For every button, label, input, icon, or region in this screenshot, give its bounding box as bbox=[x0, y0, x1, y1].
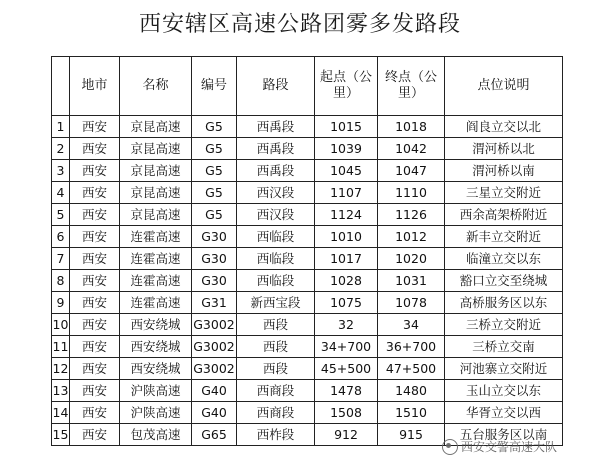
cell-name: 京昆高速 bbox=[120, 116, 192, 138]
cell-no: 1 bbox=[52, 116, 70, 138]
header-end bbox=[378, 57, 445, 116]
cell-city: 西安 bbox=[70, 204, 120, 226]
table-row bbox=[52, 402, 563, 424]
cell-start: 1124 bbox=[315, 204, 378, 226]
cell-desc: 新丰立交附近 bbox=[445, 226, 563, 248]
table-row bbox=[52, 336, 563, 358]
cell-desc: 渭河桥以南 bbox=[445, 160, 563, 182]
cell-desc: 五台服务区以南 bbox=[445, 424, 563, 446]
cell-city: 西安 bbox=[70, 116, 120, 138]
cell-start: 1075 bbox=[315, 292, 378, 314]
cell-name: 沪陕高速 bbox=[120, 380, 192, 402]
cell-no: 15 bbox=[52, 424, 70, 446]
cell-city: 西安 bbox=[70, 380, 120, 402]
cell-no: 10 bbox=[52, 314, 70, 336]
cell-desc: 高桥服务区以东 bbox=[445, 292, 563, 314]
cell-desc: 阎良立交以北 bbox=[445, 116, 563, 138]
cell-segment: 西禹段 bbox=[237, 138, 315, 160]
cell-name: 包茂高速 bbox=[120, 424, 192, 446]
cell-name: 西安绕城 bbox=[120, 336, 192, 358]
header-end-label: 终点（公里） bbox=[384, 70, 437, 101]
cell-end: 1042 bbox=[378, 138, 445, 160]
cell-city: 西安 bbox=[70, 270, 120, 292]
cell-segment: 西段 bbox=[237, 336, 315, 358]
cell-city: 西安 bbox=[70, 160, 120, 182]
fog-segments-table bbox=[51, 56, 563, 446]
cell-name: 连霍高速 bbox=[120, 248, 192, 270]
cell-end: 1012 bbox=[378, 226, 445, 248]
cell-name: 连霍高速 bbox=[120, 270, 192, 292]
cell-city: 西安 bbox=[70, 424, 120, 446]
cell-end: 1126 bbox=[378, 204, 445, 226]
table-row bbox=[52, 138, 563, 160]
cell-name: 西安绕城 bbox=[120, 314, 192, 336]
cell-no: 8 bbox=[52, 270, 70, 292]
table-row bbox=[52, 358, 563, 380]
cell-no: 3 bbox=[52, 160, 70, 182]
table-row bbox=[52, 292, 563, 314]
header-name: 名称 bbox=[120, 57, 192, 116]
cell-name: 连霍高速 bbox=[120, 226, 192, 248]
cell-desc: 西余高架桥附近 bbox=[445, 204, 563, 226]
cell-desc: 玉山立交以东 bbox=[445, 380, 563, 402]
header-code: 编号 bbox=[192, 57, 237, 116]
cell-end: 1480 bbox=[378, 380, 445, 402]
cell-end: 1031 bbox=[378, 270, 445, 292]
cell-city: 西安 bbox=[70, 182, 120, 204]
cell-end: 1078 bbox=[378, 292, 445, 314]
cell-desc: 华胥立交以西 bbox=[445, 402, 563, 424]
cell-end: 1510 bbox=[378, 402, 445, 424]
header-segment: 路段 bbox=[237, 57, 315, 116]
table-row bbox=[52, 270, 563, 292]
cell-desc: 三桥立交南 bbox=[445, 336, 563, 358]
cell-segment: 西临段 bbox=[237, 270, 315, 292]
cell-end: 36+700 bbox=[378, 336, 445, 358]
cell-code: G5 bbox=[192, 182, 237, 204]
cell-segment: 西临段 bbox=[237, 226, 315, 248]
cell-segment: 西禹段 bbox=[237, 116, 315, 138]
cell-start: 1039 bbox=[315, 138, 378, 160]
cell-segment: 西汉段 bbox=[237, 182, 315, 204]
table-row bbox=[52, 314, 563, 336]
cell-city: 西安 bbox=[70, 336, 120, 358]
cell-code: G5 bbox=[192, 138, 237, 160]
cell-segment: 西商段 bbox=[237, 380, 315, 402]
page-title: 西安辖区高速公路团雾多发路段 bbox=[138, 12, 461, 37]
cell-desc: 渭河桥以北 bbox=[445, 138, 563, 160]
cell-name: 京昆高速 bbox=[120, 182, 192, 204]
cell-end: 1018 bbox=[378, 116, 445, 138]
cell-name: 京昆高速 bbox=[120, 160, 192, 182]
table-row bbox=[52, 182, 563, 204]
cell-name: 京昆高速 bbox=[120, 138, 192, 160]
cell-segment: 新西宝段 bbox=[237, 292, 315, 314]
table-row bbox=[52, 204, 563, 226]
cell-no: 5 bbox=[52, 204, 70, 226]
cell-desc: 三星立交附近 bbox=[445, 182, 563, 204]
cell-end: 34 bbox=[378, 314, 445, 336]
table-row bbox=[52, 160, 563, 182]
header-start-label: 起点（公里） bbox=[319, 70, 372, 101]
cell-start: 1478 bbox=[315, 380, 378, 402]
table-row bbox=[52, 116, 563, 138]
cell-segment: 西段 bbox=[237, 358, 315, 380]
cell-end: 47+500 bbox=[378, 358, 445, 380]
cell-name: 连霍高速 bbox=[120, 292, 192, 314]
cell-no: 7 bbox=[52, 248, 70, 270]
cell-city: 西安 bbox=[70, 138, 120, 160]
table-header-row bbox=[52, 57, 563, 116]
cell-code: G3002 bbox=[192, 336, 237, 358]
cell-no: 13 bbox=[52, 380, 70, 402]
cell-code: G40 bbox=[192, 402, 237, 424]
cell-city: 西安 bbox=[70, 314, 120, 336]
cell-code: G30 bbox=[192, 270, 237, 292]
cell-code: G5 bbox=[192, 116, 237, 138]
cell-city: 西安 bbox=[70, 226, 120, 248]
cell-city: 西安 bbox=[70, 402, 120, 424]
cell-start: 1508 bbox=[315, 402, 378, 424]
cell-code: G30 bbox=[192, 248, 237, 270]
cell-segment: 西临段 bbox=[237, 248, 315, 270]
cell-name: 西安绕城 bbox=[120, 358, 192, 380]
cell-desc: 三桥立交附近 bbox=[445, 314, 563, 336]
cell-desc: 豁口立交至绕城 bbox=[445, 270, 563, 292]
cell-desc: 临潼立交以东 bbox=[445, 248, 563, 270]
table-row bbox=[52, 248, 563, 270]
cell-code: G30 bbox=[192, 226, 237, 248]
cell-name: 京昆高速 bbox=[120, 204, 192, 226]
cell-code: G3002 bbox=[192, 314, 237, 336]
cell-segment: 西柞段 bbox=[237, 424, 315, 446]
cell-city: 西安 bbox=[70, 248, 120, 270]
cell-start: 34+700 bbox=[315, 336, 378, 358]
table-row bbox=[52, 226, 563, 248]
cell-no: 2 bbox=[52, 138, 70, 160]
cell-code: G65 bbox=[192, 424, 237, 446]
cell-no: 11 bbox=[52, 336, 70, 358]
cell-no: 14 bbox=[52, 402, 70, 424]
cell-desc: 河池寨立交附近 bbox=[445, 358, 563, 380]
cell-segment: 西禹段 bbox=[237, 160, 315, 182]
cell-code: G31 bbox=[192, 292, 237, 314]
cell-no: 6 bbox=[52, 226, 70, 248]
header-desc: 点位说明 bbox=[445, 57, 563, 116]
header-no bbox=[52, 57, 70, 116]
cell-end: 1047 bbox=[378, 160, 445, 182]
header-city: 地市 bbox=[70, 57, 120, 116]
cell-end: 1020 bbox=[378, 248, 445, 270]
cell-start: 1015 bbox=[315, 116, 378, 138]
table-row bbox=[52, 380, 563, 402]
cell-no: 4 bbox=[52, 182, 70, 204]
cell-start: 912 bbox=[315, 424, 378, 446]
cell-code: G3002 bbox=[192, 358, 237, 380]
cell-segment: 西段 bbox=[237, 314, 315, 336]
cell-start: 1028 bbox=[315, 270, 378, 292]
cell-start: 45+500 bbox=[315, 358, 378, 380]
cell-start: 1017 bbox=[315, 248, 378, 270]
cell-segment: 西汉段 bbox=[237, 204, 315, 226]
cell-city: 西安 bbox=[70, 358, 120, 380]
cell-code: G5 bbox=[192, 204, 237, 226]
cell-start: 1010 bbox=[315, 226, 378, 248]
cell-no: 9 bbox=[52, 292, 70, 314]
cell-code: G40 bbox=[192, 380, 237, 402]
cell-end: 1110 bbox=[378, 182, 445, 204]
cell-code: G5 bbox=[192, 160, 237, 182]
watermark bbox=[442, 438, 557, 455]
cell-no: 12 bbox=[52, 358, 70, 380]
wechat-account-icon bbox=[442, 439, 458, 455]
watermark-text: 西安交警高速大队 bbox=[461, 440, 558, 454]
cell-start: 1045 bbox=[315, 160, 378, 182]
header-start bbox=[315, 57, 378, 116]
cell-start: 1107 bbox=[315, 182, 378, 204]
cell-start: 32 bbox=[315, 314, 378, 336]
cell-name: 沪陕高速 bbox=[120, 402, 192, 424]
cell-segment: 西商段 bbox=[237, 402, 315, 424]
cell-city: 西安 bbox=[70, 292, 120, 314]
cell-end: 915 bbox=[378, 424, 445, 446]
